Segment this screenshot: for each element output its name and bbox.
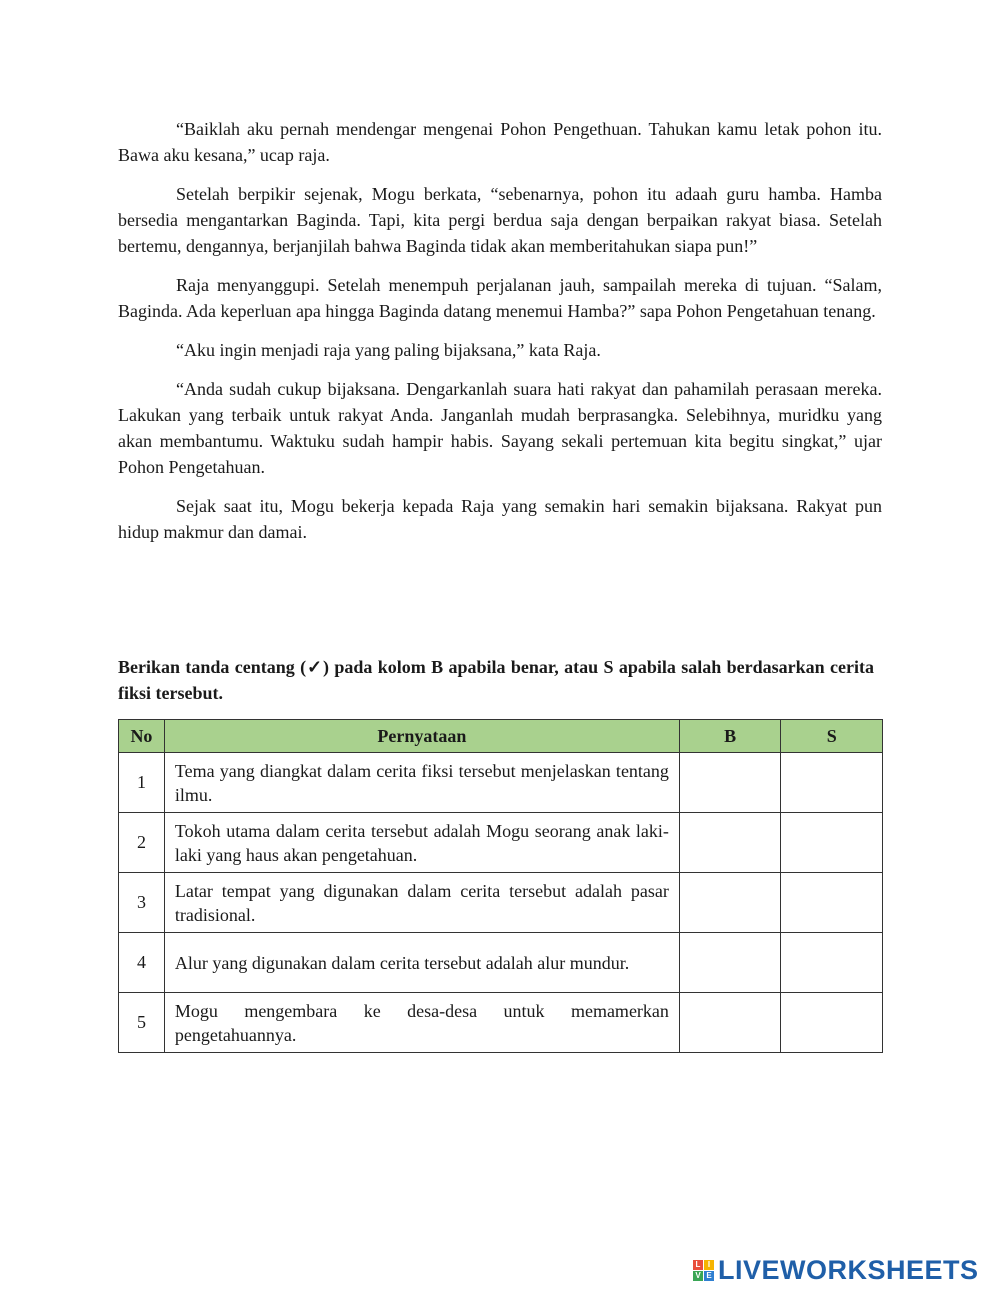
answer-cell-b[interactable] [679, 813, 781, 873]
logo-mark-letter: L [693, 1260, 703, 1270]
answer-cell-b[interactable] [679, 993, 781, 1053]
table-row [119, 753, 883, 813]
logo-mark-letter: I [704, 1260, 714, 1270]
row-number: 5 [119, 993, 165, 1053]
row-number: 2 [119, 813, 165, 873]
table-row [119, 993, 883, 1053]
header-b: B [679, 720, 781, 753]
logo-mark-letter: E [704, 1271, 714, 1281]
story-text [118, 116, 882, 558]
true-false-table [118, 719, 883, 1053]
row-statement: Mogu mengembara ke desa-desa untuk memamerkan pengetahuannya. [164, 993, 679, 1053]
table-row [119, 873, 883, 933]
table-row [119, 933, 883, 993]
story-paragraph-2: Setelah berpikir sejenak, Mogu berkata, “sebenarnya, pohon itu adaah guru hamba. Hamba bersedia mengantarkan Baginda. Tapi, kita pergi berdua saja dengan berpaikan rakyat biasa. Setelah bertemu, dengannya, berjanjilah bahwa Baginda tidak akan memberitahukan siapa pun!” [118, 184, 882, 256]
row-number: 1 [119, 753, 165, 813]
liveworksheets-logo[interactable] [693, 1257, 979, 1283]
answer-cell-s[interactable] [781, 993, 883, 1053]
instruction-text: Berikan tanda centang (✓) pada kolom B apabila benar, atau S apabila salah berdasarkan cerita fiksi tersebut. [118, 657, 874, 703]
answer-cell-b[interactable] [679, 933, 781, 993]
row-statement: Tema yang diangkat dalam cerita fiksi tersebut menjelaskan tentang ilmu. [164, 753, 679, 813]
answer-cell-s[interactable] [781, 873, 883, 933]
row-statement: Tokoh utama dalam cerita tersebut adalah Mogu seorang anak laki-laki yang haus akan pengetahuan. [164, 813, 679, 873]
header-no: No [119, 720, 165, 753]
answer-cell-s[interactable] [781, 753, 883, 813]
header-statement: Pernyataan [164, 720, 679, 753]
answer-cell-s[interactable] [781, 933, 883, 993]
answer-cell-b[interactable] [679, 753, 781, 813]
row-statement: Latar tempat yang digunakan dalam cerita tersebut adalah pasar tradisional. [164, 873, 679, 933]
story-paragraph-6: Sejak saat itu, Mogu bekerja kepada Raja yang semakin hari semakin bijaksana. Rakyat pun hidup makmur dan damai. [118, 496, 882, 542]
header-s: S [781, 720, 883, 753]
story-paragraph-4: “Aku ingin menjadi raja yang paling bijaksana,” kata Raja. [176, 340, 601, 360]
story-paragraph-3: Raja menyanggupi. Setelah menempuh perjalanan jauh, sampailah mereka di tujuan. “Salam, Baginda. Ada keperluan apa hingga Baginda datang menemui Hamba?” sapa Pohon Pengetahuan tenang. [118, 275, 882, 321]
answer-cell-s[interactable] [781, 813, 883, 873]
liveworksheets-logo-icon [693, 1260, 714, 1281]
table-header-row [119, 720, 883, 753]
row-statement: Alur yang digunakan dalam cerita tersebut adalah alur mundur. [164, 933, 679, 993]
row-number: 4 [119, 933, 165, 993]
story-paragraph-1: “Baiklah aku pernah mendengar mengenai Pohon Pengethuan. Tahukan kamu letak pohon itu. Bawa aku kesana,” ucap raja. [118, 119, 882, 165]
answer-cell-b[interactable] [679, 873, 781, 933]
table-row [119, 813, 883, 873]
logo-text: LIVEWORKSHEETS [718, 1255, 979, 1285]
logo-mark-letter: V [693, 1271, 703, 1281]
story-paragraph-5: “Anda sudah cukup bijaksana. Dengarkanlah suara hati rakyat dan pahamilah perasaan mereka. Lakukan yang terbaik untuk rakyat Anda. Janganlah mudah berprasangka. Selebihnya, muridku yang akan membantumu. Waktuku sudah hampir habis. Sayang sekali pertemuan kita begitu singkat,” ujar Pohon Pengetahuan. [118, 379, 882, 477]
row-number: 3 [119, 873, 165, 933]
